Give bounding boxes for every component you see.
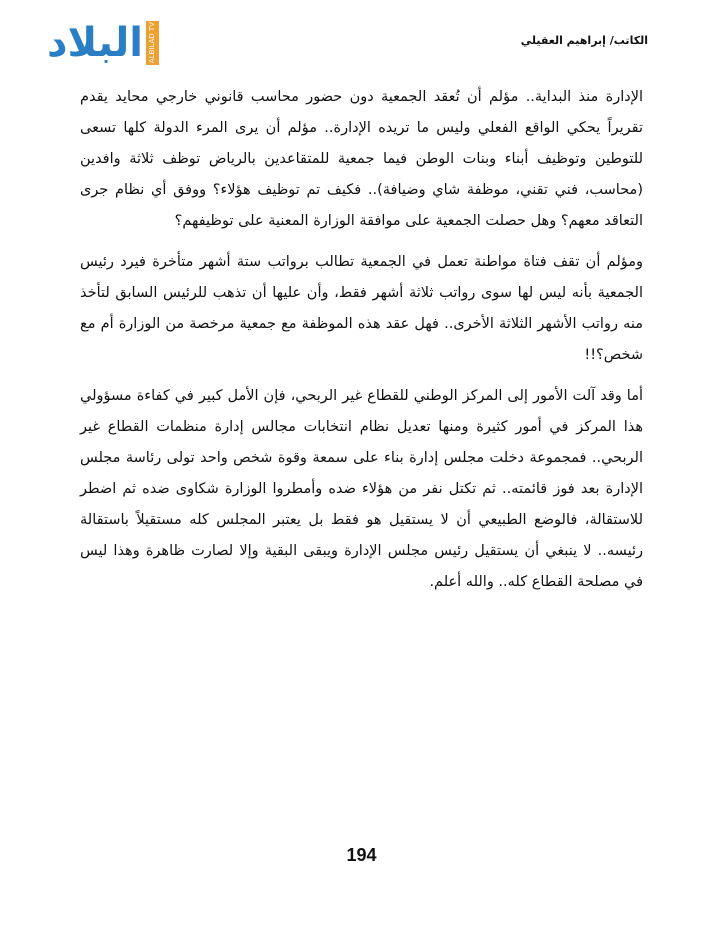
paragraph-2: ومؤلم أن تقف فتاة مواطنة تعمل في الجمعية تطالب برواتب ستة أشهر متأخرة فيرد رئيس الجمعية بأنه ليس لها سوى رواتب ثلاثة أشهر فقط، وأن عليها أن تذهب للرئيس السابق لتأخذ منه رواتب الأشهر الثلاثة الأخرى.. فهل عقد هذه الموظفة مع جمعية مرخصة من الوزارة أم مع شخص؟!! [80,254,643,363]
author-byline: الكاتب/ إبراهيم العقيلي [520,34,648,47]
logo-tag [146,21,159,65]
logo-wordmark: البلاد [47,20,143,66]
logo-tag-text: ALBILAD TV [148,22,157,64]
paragraph-3: أما وقد آلت الأمور إلى المركز الوطني للقطاع غير الربحي، فإن الأمل كبير في كفاءة مسؤولي هذا المركز في أمور كثيرة ومنها تعديل نظام انتخابات مجالس إدارة منظمات القطاع غير الربحي.. فمجموعة دخلت مجلس إدارة بناء على سمعة وقوة شخص واحد تولى رئاسة مجلس الإدارة بعد فوز قائمته.. ثم تكتل نفر من هؤلاء ضده وأمطروا الوزارة شكاوى ضده ثم اضطر للاستقالة، فالوضع الطبيعي أن لا يستقيل هو فقط بل يعتبر المجلس كله مستقيلاً باستقالة رئيسه.. لا ينبغي أن يستقيل رئيس مجلس الإدارة ويبقى البقية وإلا لصارت ظاهرة وهذا ليس في مصلحة القطاع كله.. والله أعلم. [80,388,643,590]
article-body [80,82,643,608]
logo [47,18,182,68]
paragraph-1: الإدارة منذ البداية.. مؤلم أن تُعقد الجمعية دون حضور محاسب قانوني خارجي محايد يقدم تقريراً يحكي الواقع الفعلي وليس ما تريده الإدارة.. مؤلم أن يرى المرء الدولة كلها تسعى للتوطين وتوظيف أبناء وبنات الوطن فيما جمعية للمتقاعدين بالرياض توظف ثلاثة وافدين (محاسب، فني تقني، موظفة شاي وضيافة).. فكيف تم توظيف هؤلاء؟ ووفق أي نظام جرى التعاقد معهم؟ وهل حصلت الجمعية على موافقة الوزارة المعنية على توظيفهم؟ [80,89,643,229]
page-number: 194 [346,845,377,865]
